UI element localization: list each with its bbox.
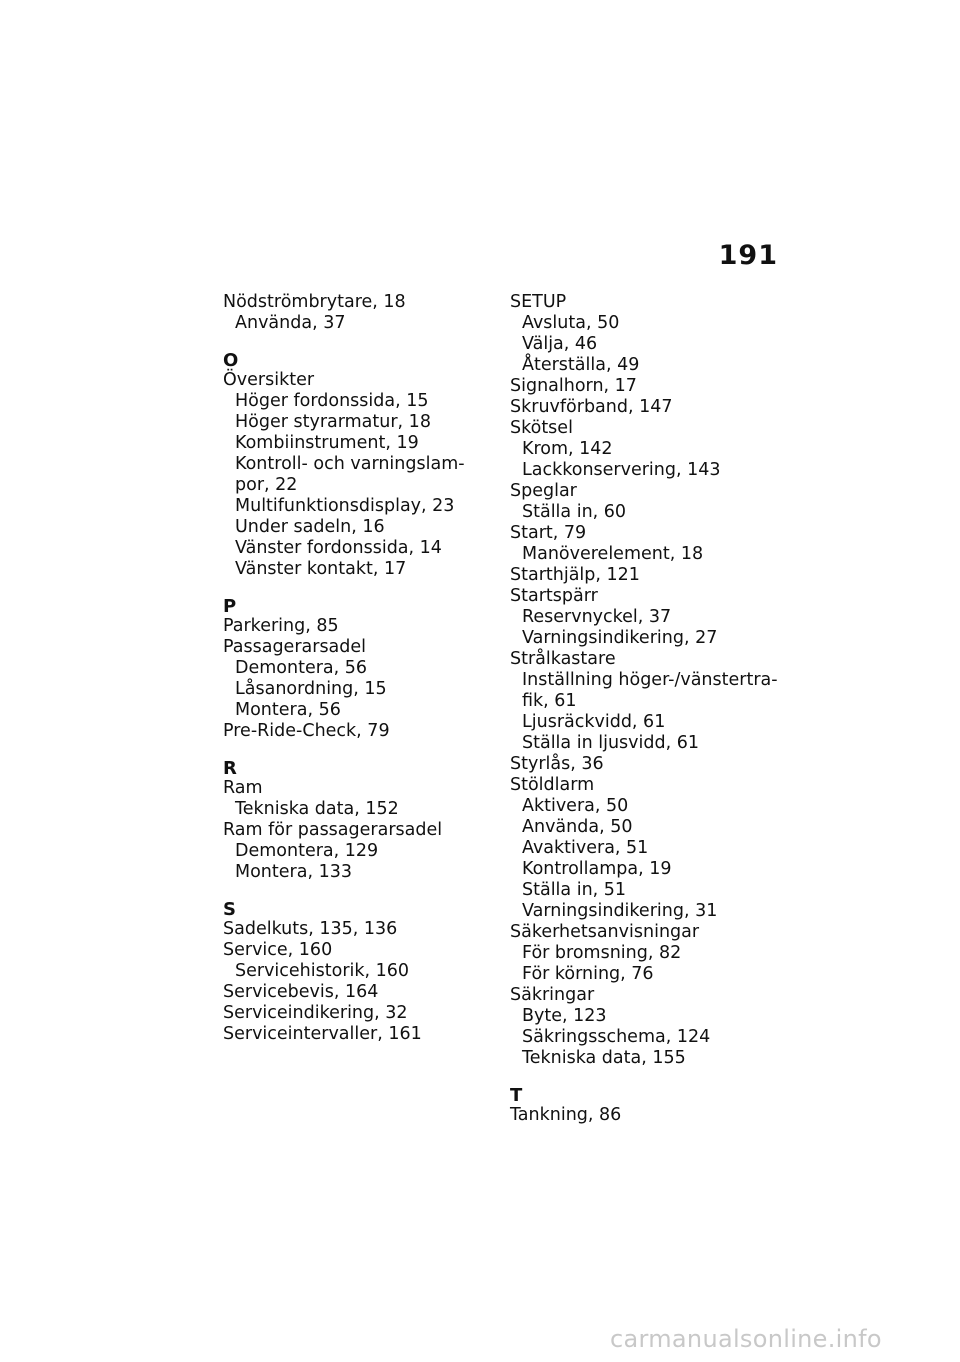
index-entry: Ram	[223, 778, 263, 798]
index-subentry: Ställa in, 60	[522, 502, 627, 522]
index-subentry: Kontroll- och varningslam-	[235, 454, 465, 474]
index-subentry: Demontera, 129	[235, 841, 379, 861]
index-entry: Styrlås, 36	[510, 754, 604, 774]
index-entry: Serviceindikering, 32	[223, 1003, 408, 1023]
index-subentry: Använda, 37	[235, 313, 346, 333]
index-subentry: Ljusräckvidd, 61	[522, 712, 666, 732]
index-entry: Sadelkuts, 135, 136	[223, 919, 398, 939]
section-letter: S	[223, 899, 236, 920]
index-subentry: Varningsindikering, 31	[522, 901, 718, 921]
index-entry: Nödströmbrytare, 18	[223, 292, 406, 312]
index-subentry: Inställning höger-/vänstertra-	[522, 670, 778, 690]
index-subentry: Tekniska data, 152	[235, 799, 399, 819]
index-entry: Signalhorn, 17	[510, 376, 637, 396]
index-entry: Parkering, 85	[223, 616, 339, 636]
index-subentry: Under sadeln, 16	[235, 517, 385, 537]
index-subentry: Montera, 133	[235, 862, 352, 882]
section-letter: T	[510, 1085, 523, 1106]
index-entry: Skötsel	[510, 418, 573, 438]
index-subentry: Manöverelement, 18	[522, 544, 704, 564]
index-subentry: Höger fordonssida, 15	[235, 391, 429, 411]
index-subentry: Reservnyckel, 37	[522, 607, 672, 627]
index-column-left	[223, 292, 483, 1045]
index-entry: Strålkastare	[510, 649, 616, 669]
index-column-right	[510, 292, 810, 1126]
index-entry: Startspärr	[510, 586, 598, 606]
page-number: 191	[718, 240, 778, 271]
section-letter: P	[223, 596, 237, 617]
index-entry: Start, 79	[510, 523, 587, 543]
index-subentry: Avsluta, 50	[522, 313, 620, 333]
index-entry: Service, 160	[223, 940, 333, 960]
index-subentry: Multifunktionsdisplay, 23	[235, 496, 455, 516]
index-subentry: Kombiinstrument, 19	[235, 433, 419, 453]
index-subentry: Höger styrarmatur, 18	[235, 412, 431, 432]
index-entry: Starthjälp, 121	[510, 565, 640, 585]
index-subentry: Montera, 56	[235, 700, 341, 720]
index-subentry: Vänster kontakt, 17	[235, 559, 407, 579]
index-entry: Serviceintervaller, 161	[223, 1024, 422, 1044]
index-entry: Översikter	[223, 370, 315, 390]
index-subentry: Vänster fordonssida, 14	[235, 538, 442, 558]
index-subentry: Välja, 46	[522, 334, 598, 354]
index-entry: Passagerarsadel	[223, 637, 367, 657]
index-subentry: Servicehistorik, 160	[235, 961, 410, 981]
index-subentry: Kontrollampa, 19	[522, 859, 672, 879]
section-letter: R	[223, 758, 237, 779]
index-entry: Servicebevis, 164	[223, 982, 379, 1002]
index-subentry: Varningsindikering, 27	[522, 628, 718, 648]
watermark: carmanualsonline.info	[610, 1325, 882, 1353]
index-entry: Skruvförband, 147	[510, 397, 673, 417]
index-subentry: por, 22	[235, 475, 298, 495]
index-subentry: Använda, 50	[522, 817, 633, 837]
index-entry: SETUP	[510, 292, 567, 312]
index-subentry: Krom, 142	[522, 439, 613, 459]
section-letter: O	[223, 350, 239, 371]
index-subentry: För körning, 76	[522, 964, 654, 984]
index-entry: Ram för passagerarsadel	[223, 820, 443, 840]
index-subentry: Ställa in, 51	[522, 880, 627, 900]
index-subentry: För bromsning, 82	[522, 943, 682, 963]
index-subentry: Ställa in ljusvidd, 61	[522, 733, 699, 753]
index-subentry: Byte, 123	[522, 1006, 607, 1026]
index-entry: Tankning, 86	[510, 1105, 622, 1125]
index-subentry: Lackkonservering, 143	[522, 460, 721, 480]
index-subentry: Aktivera, 50	[522, 796, 629, 816]
index-subentry: Demontera, 56	[235, 658, 368, 678]
index-entry: Säkerhetsanvisningar	[510, 922, 700, 942]
index-entry: Säkringar	[510, 985, 595, 1005]
index-subentry: Säkringsschema, 124	[522, 1027, 711, 1047]
index-subentry: Avaktivera, 51	[522, 838, 649, 858]
index-subentry: fik, 61	[522, 691, 577, 711]
index-subentry: Låsanordning, 15	[235, 679, 387, 699]
index-entry: Speglar	[510, 481, 577, 501]
index-subentry: Återställa, 49	[522, 355, 640, 375]
index-entry: Stöldlarm	[510, 775, 595, 795]
index-subentry: Tekniska data, 155	[522, 1048, 686, 1068]
index-entry: Pre-Ride-Check, 79	[223, 721, 390, 741]
